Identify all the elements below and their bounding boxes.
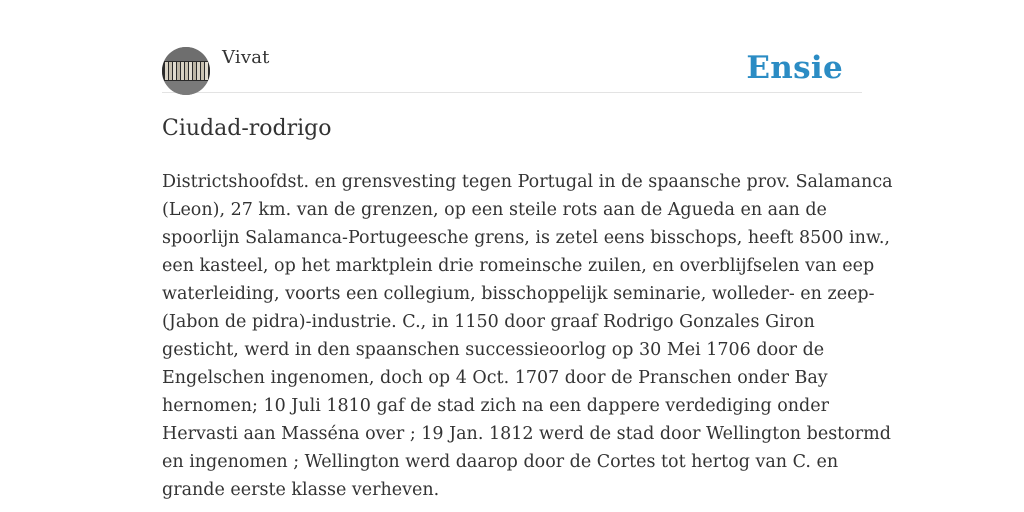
entry-body-line: (Jabon de pidra)-industrie. C., in 1150 door graaf Rodrigo Gonzales Giron — [162, 312, 815, 332]
author-name[interactable]: Vivat — [222, 47, 270, 68]
entry-body-line: Districtshoofdst. en grensvesting tegen Portugal in de spaansche prov. Salamanca — [162, 172, 893, 192]
entry-body-line: een kasteel, op het marktplein drie romeinsche zuilen, en overblijfselen van eep — [162, 256, 875, 276]
entry-body-line: Engelschen ingenomen, doch op 4 Oct. 1707 door de Pranschen onder Bay — [162, 368, 828, 388]
bookshelf-avatar-icon — [162, 47, 210, 95]
header — [162, 46, 862, 93]
entry-body-line: en ingenomen ; Wellington werd daarop door de Cortes tot hertog van C. en — [162, 452, 839, 472]
entry-body — [162, 168, 893, 504]
entry-body-line: hernomen; 10 Juli 1810 gaf de stad zich na een dappere verdediging onder — [162, 396, 829, 416]
entry-body-line: gesticht, werd in den spaanschen successieoorlog op 30 Mei 1706 door de — [162, 340, 825, 360]
author-avatar[interactable] — [162, 47, 210, 95]
entry-body-line: (Leon), 27 km. van de grenzen, op een steile rots aan de Agueda en aan de — [162, 200, 827, 220]
entry-title: Ciudad-rodrigo — [162, 116, 332, 141]
entry-body-line: waterleiding, voorts een collegium, bisschoppelijk seminarie, wolleder- en zeep- — [162, 284, 875, 304]
brand-logo[interactable]: Ensie — [746, 50, 843, 86]
entry-body-line: spoorlijn Salamanca-Portugeesche grens, is zetel eens bisschops, heeft 8500 inw., — [162, 228, 890, 248]
entry-body-line: Hervasti aan Masséna over ; 19 Jan. 1812 werd de stad door Wellington bestormd — [162, 424, 891, 444]
entry-body-line: grande eerste klasse verheven. — [162, 480, 440, 500]
